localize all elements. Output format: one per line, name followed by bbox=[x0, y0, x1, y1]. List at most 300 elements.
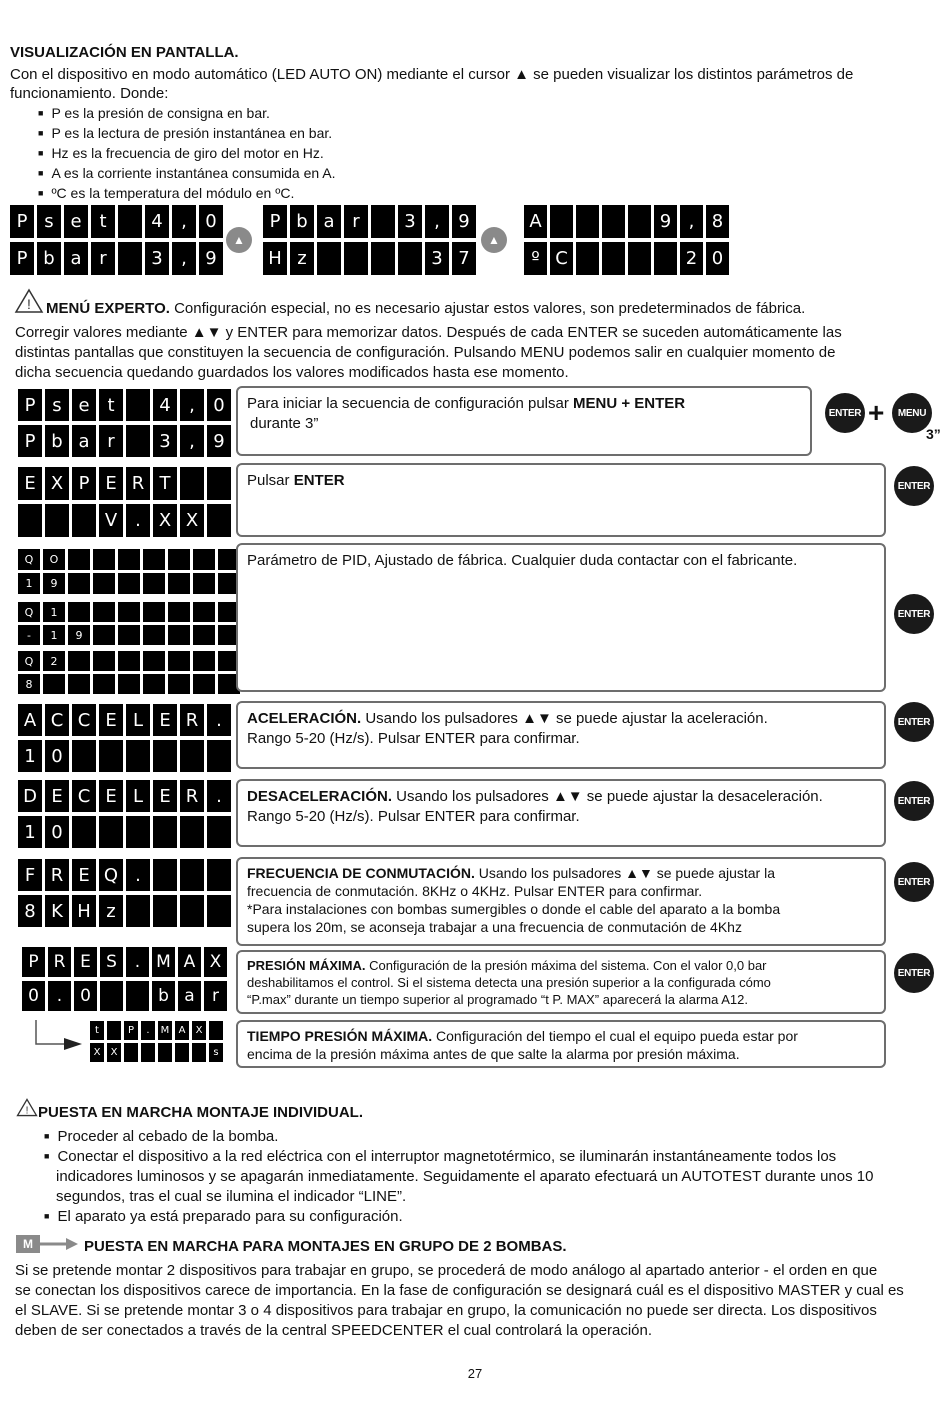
step-frequency-title: FRECUENCIA DE CONMUTACIÓN. bbox=[247, 865, 475, 881]
list-item bbox=[44, 1207, 403, 1227]
lcd-cell bbox=[68, 602, 90, 622]
lcd-cell: C bbox=[550, 242, 573, 275]
lcd-cell bbox=[93, 602, 115, 622]
lcd-row bbox=[263, 242, 476, 275]
lcd-display-tpmax bbox=[90, 1021, 223, 1062]
lcd-cell: 1 bbox=[18, 573, 40, 594]
lcd-cell bbox=[118, 205, 142, 238]
lcd-cell bbox=[180, 816, 204, 848]
expert-line-3: dicha secuencia quedando guardados los valores modificados hasta ese momento. bbox=[15, 364, 569, 381]
lcd-cell: 1 bbox=[18, 816, 42, 848]
parameter-list bbox=[38, 104, 336, 204]
lcd-cell: L bbox=[126, 780, 150, 812]
lcd-cell bbox=[141, 1043, 155, 1062]
enter-button[interactable]: ENTER bbox=[894, 862, 934, 902]
lcd-cell bbox=[45, 504, 69, 537]
lcd-cell: , bbox=[180, 425, 204, 457]
lcd-cell: b bbox=[290, 205, 314, 238]
lcd-cell bbox=[143, 651, 165, 671]
lcd-cell bbox=[126, 425, 150, 457]
lcd-cell bbox=[193, 549, 215, 570]
lcd-cell: D bbox=[18, 780, 42, 812]
lcd-cell bbox=[68, 549, 90, 570]
lcd-cell: A bbox=[175, 1021, 189, 1040]
list-item-text: Proceder al cebado de la bomba. bbox=[57, 1128, 279, 1145]
lcd-cell bbox=[93, 573, 115, 594]
lcd-cell: V bbox=[99, 504, 123, 537]
warning-icon bbox=[14, 288, 44, 319]
lcd-cell bbox=[143, 625, 165, 645]
expert-line-1: Corregir valores mediante ▲▼ y ENTER para memorizar datos. Después de cada ENTER se suceden automáticamente las bbox=[15, 324, 842, 341]
lcd-cell: 1 bbox=[43, 602, 65, 622]
lcd-cell: Q bbox=[18, 602, 40, 622]
lcd-cell bbox=[118, 625, 140, 645]
lcd-cell: S bbox=[100, 947, 123, 977]
lcd-cell bbox=[93, 625, 115, 645]
lcd-cell: P bbox=[10, 205, 34, 238]
lcd-cell bbox=[126, 895, 150, 927]
list-item: ■ ºC es la temperatura del módulo en ºC. bbox=[38, 184, 336, 204]
lcd-cell: H bbox=[72, 895, 96, 927]
lcd-cell: 0 bbox=[706, 242, 729, 275]
enter-button[interactable]: ENTER bbox=[894, 466, 934, 506]
step-start-text: Para iniciar la secuencia de configuración pulsar bbox=[247, 395, 574, 412]
lcd-row bbox=[18, 740, 231, 772]
step-frequency-text-2: frecuencia de conmutación. 8KHz o 4KHz. Pulsar ENTER para confirmar. bbox=[247, 883, 703, 899]
lcd-cell: 8 bbox=[18, 674, 40, 694]
group-line-2: se conectan los dispositivos carece de importancia. En la fase de configuración se designará cuál es el dispositivo MASTER y cual es bbox=[15, 1282, 904, 1299]
lcd-cell bbox=[180, 895, 204, 927]
step-frequency-box bbox=[236, 857, 886, 946]
section-title-individual: PUESTA EN MARCHA MONTAJE INDIVIDUAL. bbox=[38, 1104, 364, 1121]
lcd-cell bbox=[126, 816, 150, 848]
lcd-cell bbox=[654, 242, 677, 275]
lcd-cell: 3 bbox=[153, 425, 177, 457]
lcd-cell: C bbox=[72, 704, 96, 736]
lcd-cell bbox=[175, 1043, 189, 1062]
lcd-cell: 9 bbox=[452, 205, 476, 238]
plus-sign: + bbox=[868, 397, 885, 428]
lcd-cell bbox=[168, 625, 190, 645]
lcd-row bbox=[18, 780, 231, 812]
lcd-cell: F bbox=[18, 859, 42, 891]
lcd-cell: P bbox=[18, 425, 42, 457]
lcd-cell: . bbox=[126, 947, 149, 977]
lcd-cell bbox=[153, 859, 177, 891]
lcd-cell: , bbox=[180, 389, 204, 421]
lcd-row bbox=[18, 389, 231, 421]
lcd-cell: P bbox=[263, 205, 287, 238]
lcd-cell: Q bbox=[99, 859, 123, 891]
lcd-cell bbox=[193, 674, 215, 694]
lcd-cell bbox=[398, 242, 422, 275]
lcd-cell: a bbox=[72, 425, 96, 457]
lcd-display-q1 bbox=[18, 602, 240, 645]
list-item-text: Conectar el dispositivo a la red eléctrica con el interruptor magnetotérmico, se iluminarán instantáneamente todos los bbox=[57, 1148, 837, 1165]
lcd-cell bbox=[118, 242, 142, 275]
lcd-cell bbox=[207, 467, 231, 500]
warning-icon bbox=[16, 1098, 38, 1122]
list-item: ■ Hz es la frecuencia de giro del motor en Hz. bbox=[38, 144, 336, 164]
lcd-cell bbox=[168, 573, 190, 594]
section-title-group: PUESTA EN MARCHA PARA MONTAJES EN GRUPO DE 2 BOMBAS. bbox=[84, 1238, 567, 1255]
lcd-cell: 2 bbox=[43, 651, 65, 671]
lcd-cell bbox=[107, 1021, 121, 1040]
lcd-cell: P bbox=[72, 467, 96, 500]
lcd-cell: E bbox=[72, 859, 96, 891]
enter-button[interactable]: ENTER bbox=[894, 781, 934, 821]
lcd-cell bbox=[168, 674, 190, 694]
lcd-cell bbox=[143, 573, 165, 594]
step-acceleration-title: ACELERACIÓN. bbox=[247, 710, 362, 727]
step-acceleration-box bbox=[236, 701, 886, 769]
lcd-cell: T bbox=[153, 467, 177, 500]
lcd-display-acceler bbox=[18, 704, 231, 772]
step-max-pressure-text: Configuración de la presión máxima del sistema. Con el valor 0,0 bar bbox=[365, 958, 767, 973]
lcd-cell: E bbox=[99, 704, 123, 736]
lcd-cell: P bbox=[10, 242, 34, 275]
intro-line-1: Con el dispositivo en modo automático (LED AUTO ON) mediante el cursor ▲ se pueden visualizar los distintos parámetros de bbox=[10, 66, 854, 83]
step-enter-key: ENTER bbox=[293, 472, 345, 489]
list-item: ■ P es la lectura de presión instantánea en bar. bbox=[38, 124, 336, 144]
lcd-cell bbox=[153, 895, 177, 927]
svg-text:!: ! bbox=[25, 1105, 29, 1117]
lcd-cell: . bbox=[207, 780, 231, 812]
lcd-cell bbox=[371, 205, 395, 238]
step-max-pressure-time-text-2: encima de la presión máxima antes de que salte la alarma por presión máxima. bbox=[247, 1046, 740, 1062]
lcd-display-deceler bbox=[18, 780, 231, 848]
lcd-row bbox=[18, 859, 231, 891]
list-item-text: El aparato ya está preparado para su configuración. bbox=[57, 1208, 403, 1225]
lcd-cell: 3 bbox=[398, 205, 422, 238]
lcd-cell: 0 bbox=[45, 816, 69, 848]
lcd-cell: H bbox=[263, 242, 287, 275]
up-arrow-icon: ▲ bbox=[481, 227, 507, 253]
lcd-cell: , bbox=[680, 205, 703, 238]
lcd-cell: P bbox=[124, 1021, 138, 1040]
lcd-cell: . bbox=[126, 504, 150, 537]
lcd-cell bbox=[576, 205, 599, 238]
lcd-row bbox=[18, 425, 231, 457]
step-max-pressure-text-3: “P.max” durante un tiempo superior al programado “t P. MAX” aparecerá la alarma A12. bbox=[247, 992, 748, 1007]
lcd-cell: t bbox=[90, 1021, 104, 1040]
lcd-cell: . bbox=[48, 981, 71, 1011]
lcd-row bbox=[18, 651, 240, 671]
lcd-cell bbox=[43, 674, 65, 694]
step-pid-box bbox=[236, 543, 886, 692]
lcd-row bbox=[18, 704, 231, 736]
lcd-cell: 2 bbox=[680, 242, 703, 275]
lcd-cell bbox=[72, 504, 96, 537]
lcd-row bbox=[18, 504, 231, 537]
enter-button[interactable]: ENTER bbox=[825, 393, 865, 433]
lcd-display-presmax bbox=[22, 947, 227, 1011]
list-item-continuation: segundos, tras el cual se ilumina el indicador “LINE”. bbox=[56, 1188, 407, 1205]
lcd-cell: e bbox=[72, 389, 96, 421]
lcd-cell: E bbox=[45, 780, 69, 812]
lcd-row bbox=[10, 205, 223, 238]
lcd-cell: t bbox=[91, 205, 115, 238]
intro-line-2: funcionamiento. Donde: bbox=[10, 85, 169, 102]
lcd-cell bbox=[118, 549, 140, 570]
lcd-cell: 0 bbox=[74, 981, 97, 1011]
lcd-row bbox=[18, 602, 240, 622]
lcd-cell bbox=[550, 205, 573, 238]
step-frequency-note-2: supera los 20m, se aconseja trabajar a una frecuencia de conmutación de 4Khz bbox=[247, 919, 742, 935]
step-max-pressure-time-text: Configuración del tiempo el cual el equipo pueda estar por bbox=[432, 1028, 798, 1044]
enter-button[interactable]: ENTER bbox=[894, 702, 934, 742]
step-max-pressure-time-title: TIEMPO PRESIÓN MÁXIMA. bbox=[247, 1028, 433, 1044]
lcd-cell: X bbox=[192, 1021, 206, 1040]
lcd-row bbox=[524, 242, 729, 275]
list-item bbox=[44, 1127, 278, 1147]
lcd-cell: R bbox=[45, 859, 69, 891]
lcd-cell: M bbox=[158, 1021, 172, 1040]
lcd-cell: X bbox=[153, 504, 177, 537]
lcd-cell: C bbox=[72, 780, 96, 812]
lcd-cell bbox=[158, 1043, 172, 1062]
lcd-cell bbox=[602, 205, 625, 238]
lcd-cell: . bbox=[126, 859, 150, 891]
lcd-cell: R bbox=[48, 947, 71, 977]
lcd-cell: X bbox=[180, 504, 204, 537]
step-enter-box bbox=[236, 463, 886, 537]
step-acceleration-text: Usando los pulsadores ▲▼ se puede ajustar la aceleración. bbox=[361, 710, 768, 727]
lcd-cell bbox=[193, 651, 215, 671]
lcd-display-pbar bbox=[263, 205, 476, 275]
step-max-pressure-text-2: deshabilitamos el control. Si el sistema detecta una presión superior a la configurada cómo bbox=[247, 975, 771, 990]
list-item bbox=[44, 1147, 836, 1167]
lcd-cell: E bbox=[99, 780, 123, 812]
lcd-cell bbox=[209, 1021, 223, 1040]
lcd-cell: Q bbox=[18, 651, 40, 671]
lcd-cell bbox=[207, 859, 231, 891]
lcd-cell: 4 bbox=[145, 205, 169, 238]
lcd-cell: , bbox=[172, 205, 196, 238]
lcd-cell: b bbox=[152, 981, 175, 1011]
lcd-cell bbox=[68, 674, 90, 694]
lcd-cell: 0 bbox=[22, 981, 45, 1011]
lcd-cell: A bbox=[18, 704, 42, 736]
lcd-cell: 1 bbox=[43, 625, 65, 645]
lcd-row bbox=[22, 981, 227, 1011]
lcd-row bbox=[263, 205, 476, 238]
lcd-row bbox=[18, 816, 231, 848]
lcd-cell bbox=[192, 1043, 206, 1062]
lcd-cell: A bbox=[178, 947, 201, 977]
lcd-row bbox=[18, 625, 240, 645]
lcd-cell bbox=[93, 651, 115, 671]
lcd-cell: E bbox=[99, 467, 123, 500]
expert-title-rest: Configuración especial, no es necesario ajustar estos valores, son predeterminados de fábrica. bbox=[169, 300, 806, 317]
lcd-cell: P bbox=[22, 947, 45, 977]
lcd-cell bbox=[153, 816, 177, 848]
lcd-display-amps bbox=[524, 205, 729, 275]
lcd-cell: b bbox=[37, 242, 61, 275]
expert-title: MENÚ EXPERTO. bbox=[46, 300, 170, 317]
lcd-cell bbox=[68, 651, 90, 671]
lcd-cell: a bbox=[64, 242, 88, 275]
step-max-pressure-box bbox=[236, 950, 886, 1014]
lcd-cell bbox=[207, 816, 231, 848]
lcd-cell bbox=[317, 242, 341, 275]
lcd-cell bbox=[118, 602, 140, 622]
step-acceleration-range: Rango 5-20 (Hz/s). Pulsar ENTER para confirmar. bbox=[247, 730, 580, 747]
lcd-cell bbox=[180, 859, 204, 891]
lcd-cell bbox=[576, 242, 599, 275]
lcd-cell: Q bbox=[18, 549, 40, 570]
lcd-cell bbox=[153, 740, 177, 772]
lcd-cell: z bbox=[290, 242, 314, 275]
expert-heading bbox=[46, 299, 805, 318]
lcd-cell bbox=[126, 740, 150, 772]
lcd-cell: z bbox=[99, 895, 123, 927]
lcd-cell: 0 bbox=[45, 740, 69, 772]
lcd-cell bbox=[143, 674, 165, 694]
lcd-row bbox=[18, 573, 240, 594]
lcd-display-freq bbox=[18, 859, 231, 927]
lcd-cell: . bbox=[207, 704, 231, 736]
enter-button[interactable]: ENTER bbox=[894, 594, 934, 634]
lcd-cell: 8 bbox=[706, 205, 729, 238]
step-start-keys: MENU + ENTER bbox=[573, 395, 686, 412]
list-item: ■ A es la corriente instantánea consumida en A. bbox=[38, 164, 336, 184]
lcd-cell bbox=[118, 573, 140, 594]
lcd-cell bbox=[344, 242, 368, 275]
lcd-cell bbox=[207, 895, 231, 927]
lcd-row bbox=[18, 895, 231, 927]
lcd-row bbox=[90, 1043, 223, 1062]
lcd-cell: E bbox=[18, 467, 42, 500]
lcd-cell bbox=[124, 1043, 138, 1062]
lcd-row bbox=[22, 947, 227, 977]
lcd-cell: 4 bbox=[153, 389, 177, 421]
lcd-cell: 7 bbox=[452, 242, 476, 275]
lcd-cell: t bbox=[99, 389, 123, 421]
lcd-cell bbox=[180, 740, 204, 772]
lcd-cell: º bbox=[524, 242, 547, 275]
lcd-cell bbox=[126, 389, 150, 421]
lcd-row bbox=[524, 205, 729, 238]
lcd-cell: R bbox=[180, 780, 204, 812]
lcd-display-q0 bbox=[18, 549, 240, 594]
lcd-row bbox=[18, 674, 240, 694]
lcd-display-expert bbox=[18, 467, 231, 537]
lcd-cell bbox=[371, 242, 395, 275]
lcd-cell: E bbox=[153, 704, 177, 736]
lcd-cell: 9 bbox=[199, 242, 223, 275]
lcd-cell: A bbox=[524, 205, 547, 238]
lcd-row bbox=[10, 242, 223, 275]
step-enter-text: Pulsar bbox=[247, 472, 294, 489]
up-arrow-icon: ▲ bbox=[226, 227, 252, 253]
lcd-cell: 3 bbox=[145, 242, 169, 275]
expert-line-2: distintas pantallas que constituyen la secuencia de configuración. Pulsando MENU podemos salir en cualquier momento de bbox=[15, 344, 836, 361]
step-max-pressure-time-box bbox=[236, 1020, 886, 1068]
lcd-cell bbox=[207, 740, 231, 772]
lcd-cell: . bbox=[141, 1021, 155, 1040]
lcd-cell: 3 bbox=[425, 242, 449, 275]
lcd-cell bbox=[193, 602, 215, 622]
lcd-cell: s bbox=[209, 1043, 223, 1062]
menu-button[interactable]: MENU bbox=[892, 393, 932, 433]
lcd-row bbox=[90, 1021, 223, 1040]
lcd-cell: M bbox=[152, 947, 175, 977]
svg-text:!: ! bbox=[27, 296, 31, 312]
list-item: ■ P es la presión de consigna en bar. bbox=[38, 104, 336, 124]
lcd-cell: , bbox=[425, 205, 449, 238]
list-item-continuation: indicadores luminosos y se apagarán inmediatamente. Seguidamente el aparato efectuará un AUTOTEST durante unos 10 bbox=[56, 1168, 874, 1185]
group-line-3: el SLAVE. Si se pretende montar 3 o 4 dispositivos para trabajar en grupo, la comunicación no puede ser directa. Los dispositivos bbox=[15, 1302, 877, 1319]
lcd-cell bbox=[143, 549, 165, 570]
lcd-cell bbox=[99, 816, 123, 848]
lcd-cell: 9 bbox=[654, 205, 677, 238]
lcd-cell: e bbox=[64, 205, 88, 238]
step-frequency-text: Usando los pulsadores ▲▼ se puede ajustar la bbox=[474, 865, 775, 881]
lcd-cell: r bbox=[204, 981, 227, 1011]
step-deceleration-box bbox=[236, 779, 886, 847]
lcd-cell: 8 bbox=[18, 895, 42, 927]
lcd-cell: R bbox=[180, 704, 204, 736]
lcd-cell: r bbox=[99, 425, 123, 457]
lcd-cell: E bbox=[74, 947, 97, 977]
lcd-cell: P bbox=[18, 389, 42, 421]
enter-button[interactable]: ENTER bbox=[894, 953, 934, 993]
lcd-cell bbox=[602, 242, 625, 275]
lcd-cell bbox=[193, 625, 215, 645]
lcd-cell: 9 bbox=[68, 625, 90, 645]
lcd-cell: , bbox=[172, 242, 196, 275]
lcd-cell bbox=[126, 981, 149, 1011]
lcd-cell: X bbox=[45, 467, 69, 500]
lcd-cell: X bbox=[204, 947, 227, 977]
lcd-cell: s bbox=[45, 389, 69, 421]
step-deceleration-title: DESACELERACIÓN. bbox=[247, 788, 393, 805]
lcd-cell bbox=[68, 573, 90, 594]
lcd-cell: 0 bbox=[199, 205, 223, 238]
page-number: 27 bbox=[467, 1366, 483, 1381]
step-max-pressure-title: PRESIÓN MÁXIMA. bbox=[247, 958, 366, 973]
master-badge: M bbox=[16, 1235, 40, 1253]
lcd-cell: 9 bbox=[43, 573, 65, 594]
lcd-display-pset bbox=[10, 205, 223, 275]
lcd-row bbox=[18, 549, 240, 570]
lcd-row bbox=[18, 467, 231, 500]
lcd-cell: C bbox=[45, 704, 69, 736]
lcd-cell bbox=[628, 242, 651, 275]
lcd-display-step1 bbox=[18, 389, 231, 457]
lcd-cell bbox=[99, 740, 123, 772]
section-title-visualizacion: VISUALIZACIÓN EN PANTALLA. bbox=[10, 44, 239, 61]
group-line-1: Si se pretende montar 2 dispositivos para trabajar en grupo, se procederá de modo análogo al apartado anterior - el orden en que bbox=[15, 1262, 878, 1279]
lcd-cell: R bbox=[126, 467, 150, 500]
lcd-cell bbox=[143, 602, 165, 622]
lcd-cell: X bbox=[107, 1043, 121, 1062]
lcd-cell: s bbox=[37, 205, 61, 238]
lcd-cell: b bbox=[45, 425, 69, 457]
lcd-cell bbox=[168, 651, 190, 671]
step-pid-text: Parámetro de PID, Ajustado de fábrica. Cualquier duda contactar con el fabricante. bbox=[247, 552, 798, 569]
lcd-cell bbox=[72, 816, 96, 848]
lcd-cell bbox=[93, 549, 115, 570]
lcd-cell bbox=[207, 504, 231, 537]
lcd-cell: r bbox=[344, 205, 368, 238]
lcd-cell bbox=[193, 573, 215, 594]
step-start-duration: durante 3” bbox=[250, 415, 319, 432]
lcd-cell: a bbox=[178, 981, 201, 1011]
step-start-box bbox=[236, 386, 812, 456]
lcd-cell bbox=[180, 467, 204, 500]
